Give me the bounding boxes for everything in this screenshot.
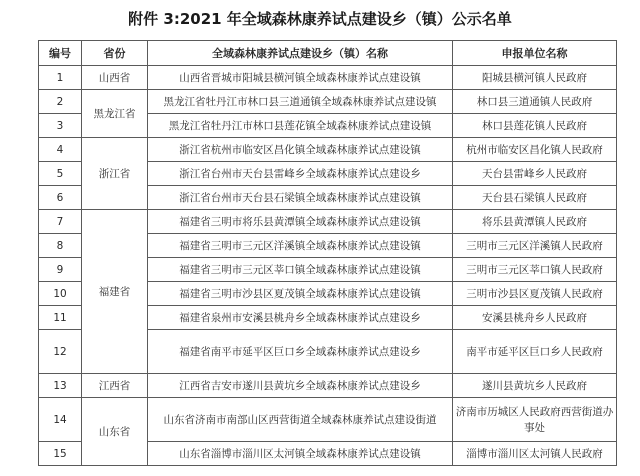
row-number: 8 xyxy=(39,234,82,258)
township-name: 福建省南平市延平区巨口乡全域森林康养试点建设乡 xyxy=(148,330,453,374)
column-header-number: 编号 xyxy=(39,41,82,66)
row-number: 12 xyxy=(39,330,82,374)
township-name: 福建省三明市沙县区夏茂镇全域森林康养试点建设镇 xyxy=(148,282,453,306)
applicant-unit: 遂川县黄坑乡人民政府 xyxy=(453,374,617,398)
table-header-row xyxy=(39,41,617,66)
township-name: 浙江省台州市天台县石梁镇全域森林康养试点建设镇 xyxy=(148,186,453,210)
applicant-unit: 安溪县桃舟乡人民政府 xyxy=(453,306,617,330)
applicant-unit: 天台县石梁镇人民政府 xyxy=(453,186,617,210)
township-name: 山西省晋城市阳城县横河镇全域森林康养试点建设镇 xyxy=(148,66,453,90)
applicant-unit: 三明市沙县区夏茂镇人民政府 xyxy=(453,282,617,306)
publicity-table xyxy=(38,40,617,466)
province-cell: 山东省 xyxy=(82,398,148,466)
row-number: 11 xyxy=(39,306,82,330)
applicant-unit: 三明市三元区莘口镇人民政府 xyxy=(453,258,617,282)
row-number: 3 xyxy=(39,114,82,138)
row-number: 14 xyxy=(39,398,82,442)
applicant-unit: 三明市三元区洋溪镇人民政府 xyxy=(453,234,617,258)
township-name: 山东省淄博市淄川区太河镇全域森林康养试点建设镇 xyxy=(148,442,453,466)
table-row xyxy=(39,398,617,442)
column-header-province: 省份 xyxy=(82,41,148,66)
table-row xyxy=(39,66,617,90)
province-cell: 山西省 xyxy=(82,66,148,90)
row-number: 9 xyxy=(39,258,82,282)
row-number: 7 xyxy=(39,210,82,234)
township-name: 浙江省台州市天台县雷峰乡全域森林康养试点建设乡 xyxy=(148,162,453,186)
row-number: 15 xyxy=(39,442,82,466)
township-name: 山东省济南市南部山区西营街道全域森林康养试点建设街道 xyxy=(148,398,453,442)
row-number: 6 xyxy=(39,186,82,210)
table-row xyxy=(39,90,617,114)
column-header-township-name: 全域森林康养试点建设乡（镇）名称 xyxy=(148,41,453,66)
applicant-unit: 淄博市淄川区太河镇人民政府 xyxy=(453,442,617,466)
row-number: 1 xyxy=(39,66,82,90)
row-number: 4 xyxy=(39,138,82,162)
document-title: 附件 3:2021 年全域森林康养试点建设乡（镇）公示名单 xyxy=(128,10,512,28)
row-number: 10 xyxy=(39,282,82,306)
column-header-applicant-unit: 申报单位名称 xyxy=(453,41,617,66)
province-cell: 黑龙江省 xyxy=(82,90,148,138)
applicant-unit: 林口县莲花镇人民政府 xyxy=(453,114,617,138)
row-number: 13 xyxy=(39,374,82,398)
township-name: 福建省三明市三元区莘口镇全域森林康养试点建设镇 xyxy=(148,258,453,282)
township-name: 福建省泉州市安溪县桃舟乡全域森林康养试点建设乡 xyxy=(148,306,453,330)
applicant-unit: 阳城县横河镇人民政府 xyxy=(453,66,617,90)
township-name: 黑龙江省牡丹江市林口县三道通镇全域森林康养试点建设镇 xyxy=(148,90,453,114)
table-row xyxy=(39,138,617,162)
applicant-unit: 济南市历城区人民政府西营街道办事处 xyxy=(453,398,617,442)
township-name: 浙江省杭州市临安区昌化镇全域森林康养试点建设镇 xyxy=(148,138,453,162)
township-name: 福建省三明市将乐县黄潭镇全域森林康养试点建设镇 xyxy=(148,210,453,234)
row-number: 5 xyxy=(39,162,82,186)
applicant-unit: 天台县雷峰乡人民政府 xyxy=(453,162,617,186)
province-cell: 江西省 xyxy=(82,374,148,398)
row-number: 2 xyxy=(39,90,82,114)
applicant-unit: 将乐县黄潭镇人民政府 xyxy=(453,210,617,234)
table-row xyxy=(39,374,617,398)
province-cell: 福建省 xyxy=(82,210,148,374)
applicant-unit: 南平市延平区巨口乡人民政府 xyxy=(453,330,617,374)
province-cell: 浙江省 xyxy=(82,138,148,210)
township-name: 黑龙江省牡丹江市林口县莲花镇全域森林康养试点建设镇 xyxy=(148,114,453,138)
township-name: 福建省三明市三元区洋溪镇全域森林康养试点建设镇 xyxy=(148,234,453,258)
township-name: 江西省吉安市遂川县黄坑乡全域森林康养试点建设乡 xyxy=(148,374,453,398)
applicant-unit: 林口县三道通镇人民政府 xyxy=(453,90,617,114)
table-row xyxy=(39,210,617,234)
applicant-unit: 杭州市临安区昌化镇人民政府 xyxy=(453,138,617,162)
